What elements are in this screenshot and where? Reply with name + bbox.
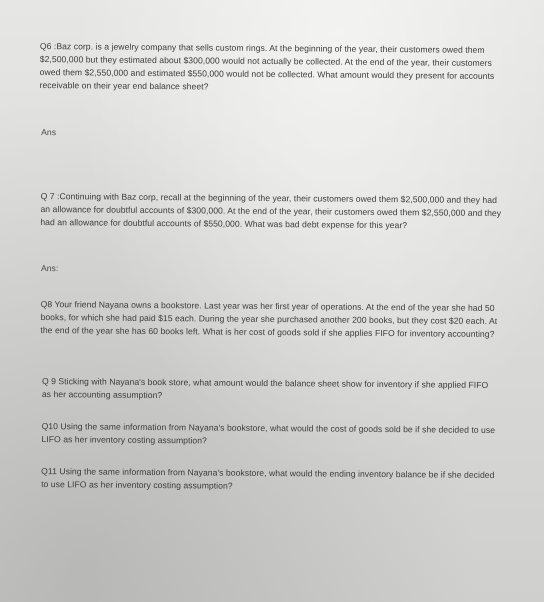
question-10: Q10 Using the same information from Nayana's bookstore, what would the cost of goods sold be if she decided to use LIFO as her inventory costing assumption? (41, 421, 496, 446)
question-9: Q 9 Sticking with Nayana's book store, what amount would the balance sheet show for inventory if she applied FIFO as her accounting assumption? (41, 376, 489, 401)
answer-label-6: Ans (41, 127, 57, 138)
question-6: Q6 :Baz corp. is a jewelry company that sells custom rings. At the beginning of the year, their customers owed them $2,500,000 but they estimated about $300,000 would not actually be collected. At the end of the year, their customers owed them $2,550,000 and estimated $550,000 would not be collected. What amount would they present for accounts receivable on their year end balance sheet? (39, 40, 495, 92)
question-8: Q8 Your friend Nayana owns a bookstore. Last year was her first year of operations. At the end of the year she had 50 books, for which she had paid $15 each. During the year she purchased another 200 books, but they cost $20 each. At the end of the year she has 60 books left. What is her cost of goods sold if she applies FIFO for inventory accounting? (40, 299, 498, 339)
worksheet-page (39, 36, 510, 491)
question-11: Q11 Using the same information from Nayana's bookstore, what would the ending inventory balance be if she decided to use LIFO as her inventory costing assumption? (41, 466, 495, 491)
answer-label-7: Ans: (40, 263, 59, 274)
question-7: Q 7 :Continuing with Baz corp, recall at the beginning of the year, their customers owed them $2,500,000 and they had an allowance for doubtful accounts of $300,000. At the end of the year, their customers owed them $2,550,000 and they had an allowance for doubtful accounts of $550,000. What was bad debt expense for this year? (40, 191, 502, 231)
